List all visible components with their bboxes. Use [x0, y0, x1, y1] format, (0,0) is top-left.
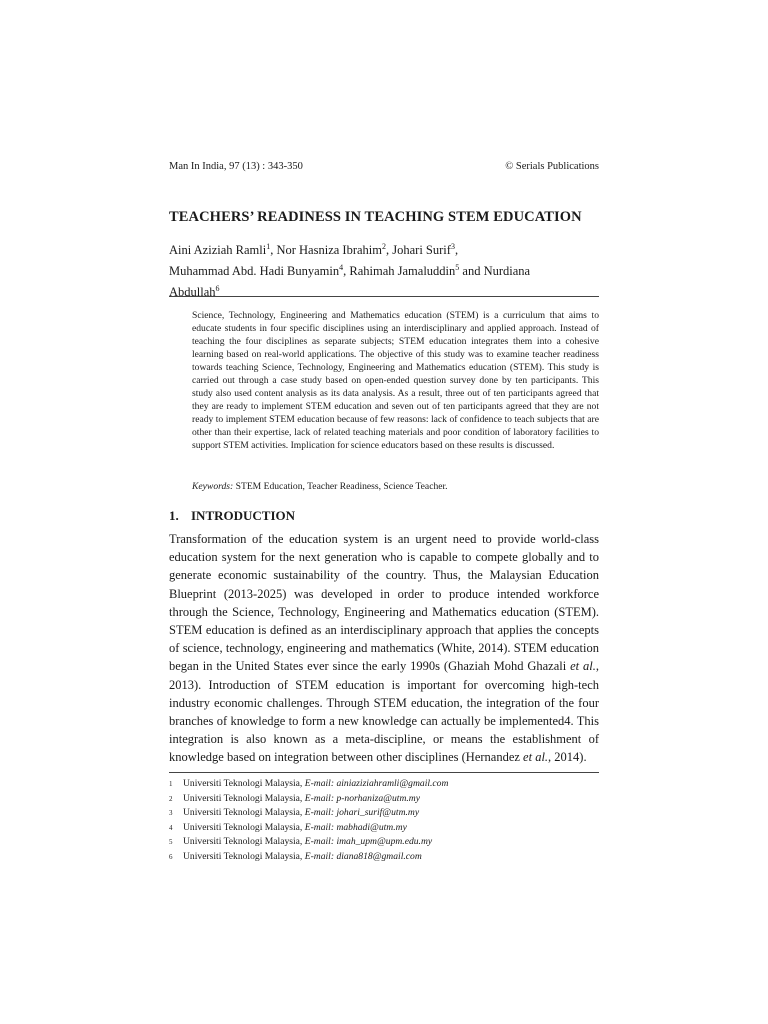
publisher-notice: © Serials Publications — [505, 161, 599, 172]
author-line-1 — [169, 238, 609, 259]
author-line-2 — [169, 259, 609, 280]
email-label: E-mail: — [304, 836, 335, 848]
email-address: p-norhaniza@utm.my — [334, 792, 420, 804]
footnotes — [169, 777, 599, 865]
footnote-affiliation: Universiti Teknologi Malaysia, — [183, 836, 305, 848]
email-address: diana818@gmail.com — [334, 850, 422, 862]
footnote-item — [169, 792, 599, 807]
footnote-affiliation: Universiti Teknologi Malaysia, — [183, 850, 305, 862]
footnote-mark: 3 — [169, 809, 173, 818]
citation-et-al: et al. — [570, 659, 596, 674]
author-line-3 — [169, 280, 609, 301]
journal-citation: Man In India, 97 (13) : 343-350 — [169, 161, 303, 172]
abstract: Science, Technology, Engineering and Mathematics education (STEM) is a curriculum that aims to educate students in four specific disciplines using an interdisciplinary and applied approach. Instead of teaching the four disciplines as separate subjects; STEM education integrates them into a cohesive learning based on real-world applications. The objective of this study was to examine teacher readiness towards teaching Science, Technology, Engineering and Mathematics education (STEM). This study is carried out through a case study based on open-ended question survey done by ten participants. This study also used content analysis as its data analysis. As a result, three out of ten participants agreed that they are ready to implement STEM education and seven out of ten participants agreed that they are not ready to implement STEM education because of few reasons: lack of confidence to teach subjects that are other than their expertise, lack of related teaching materials and poor condition of laboratory facilities to support STEM activities. Implication for science educators based on these results is discussed. — [192, 310, 599, 451]
footnote-mark: 2 — [169, 794, 173, 803]
footnote-affiliation: Universiti Teknologi Malaysia, — [183, 807, 305, 819]
email-label: E-mail: — [304, 778, 335, 789]
footnote-item — [169, 806, 599, 821]
footnote-affiliation: Universiti Teknologi Malaysia, — [183, 792, 305, 804]
email-address: johari_surif@utm.my — [334, 807, 420, 819]
author-name: Muhammad Abd. Hadi Bunyamin — [169, 264, 340, 279]
author-separator: and Nurdiana — [459, 264, 531, 279]
footnote-affiliation: Universiti Teknologi Malaysia, — [183, 821, 305, 833]
author-separator: , — [270, 243, 277, 258]
section-heading — [169, 508, 295, 524]
keywords-label: Keywords: — [192, 481, 234, 492]
footnote-mark: 1 — [169, 780, 173, 788]
footnote-item — [169, 850, 599, 865]
section-number: 1. — [169, 508, 179, 523]
author-affiliation-mark: 3 — [450, 242, 455, 251]
email-address: ainiaziziahramli@gmail.com — [334, 778, 449, 789]
author-affiliation-mark: 4 — [339, 263, 344, 273]
author-affiliation-mark: 2 — [382, 242, 386, 251]
paper-title: TEACHERS’ READINESS IN TEACHING STEM EDUCATION — [169, 209, 582, 225]
author-name: Aini Aziziah Ramli — [169, 243, 267, 258]
email-address: mabhadi@utm.my — [334, 821, 407, 833]
body-text: , 2013). Introduction of STEM education is important for overcoming high-tech industry economic challenges. Through STEM education, the integration of the four branches of knowledge to form a new knowledge can actually be implemented4. This integration is also known as a meta-discipline, or means the establishment of knowledge based on integration between other disciplines (Hernandez — [169, 659, 599, 765]
email-address: imah_upm@upm.edu.my — [334, 836, 433, 848]
footnote-divider — [169, 772, 599, 773]
running-header — [169, 161, 599, 172]
title-divider — [169, 296, 599, 297]
email-label: E-mail: — [304, 821, 335, 833]
keywords-text: STEM Education, Teacher Readiness, Science Teacher. — [233, 481, 448, 492]
keywords — [192, 481, 599, 492]
author-affiliation-mark: 5 — [455, 263, 460, 273]
email-label: E-mail: — [304, 807, 335, 819]
footnote-mark: 4 — [169, 823, 173, 832]
footnote-item — [169, 777, 599, 792]
footnote-affiliation: Universiti Teknologi Malaysia, — [183, 778, 305, 789]
author-name: Nor Hasniza Ibrahim — [276, 243, 382, 258]
author-separator: , — [386, 243, 393, 258]
footnote-item — [169, 821, 599, 836]
author-affiliation-mark: 6 — [215, 284, 220, 294]
author-affiliation-mark: 1 — [266, 242, 271, 251]
email-label: E-mail: — [304, 792, 335, 804]
introduction-paragraph — [169, 530, 599, 767]
body-text: , 2014). — [548, 750, 587, 765]
author-name: Johari Surif — [392, 243, 451, 258]
footnote-mark: 6 — [169, 852, 173, 861]
email-label: E-mail: — [304, 850, 335, 862]
body-text: Transformation of the education system is an urgent need to provide world-class education system for the next generation who is capable to compete globally and to generate economic sustainability of the country. Thus, the Malaysian Education Blueprint (2013-2025) was developed in order to produce intended workforce through the Science, Technology, Engineering and Mathematics education (STEM). STEM education is defined as an interdisciplinary approach that applies the concepts of science, technology, engineering and mathematics (White, 2014). STEM education began in the United States ever since the early 1990s (Ghaziah Mohd Ghazali — [169, 532, 599, 674]
author-separator: , — [343, 264, 350, 279]
author-separator: , — [454, 243, 459, 258]
section-title: INTRODUCTION — [191, 508, 296, 523]
author-name: Rahimah Jamaluddin — [349, 264, 456, 279]
author-list — [169, 238, 609, 301]
footnote-mark: 5 — [169, 838, 173, 847]
footnote-item — [169, 835, 599, 850]
citation-et-al: et al. — [523, 750, 549, 765]
author-name: Abdullah — [169, 285, 216, 300]
